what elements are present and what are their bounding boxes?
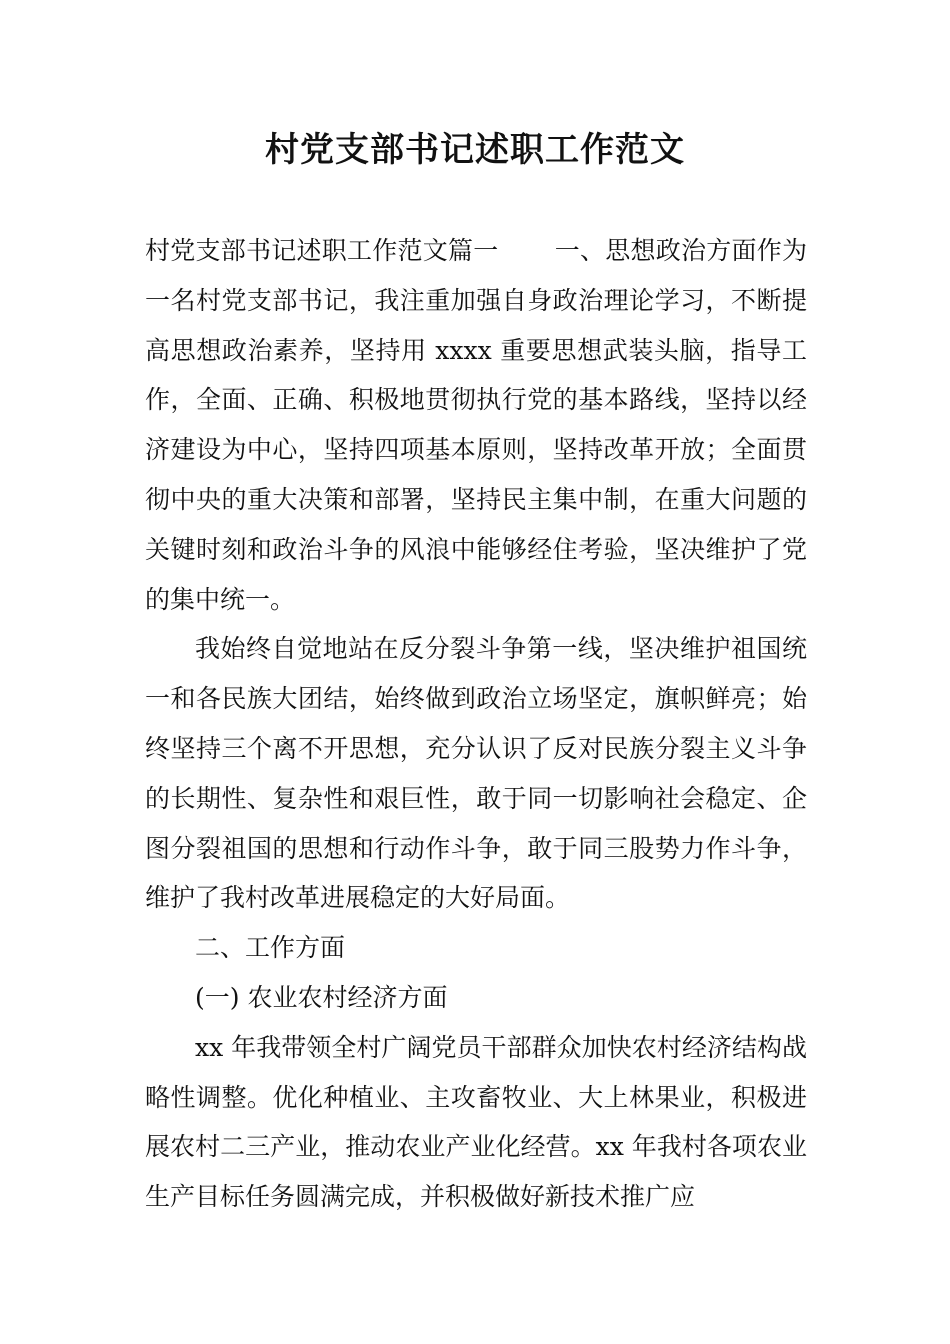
subsection-heading-agriculture: (一) 农业农村经济方面	[195, 982, 448, 1012]
paragraph-3: xx 年我带领全村广阔党员干部群众加快农村经济结构战略性调整。优化种植业、主攻畜牧业、大上林果业，积极进展农村二三产业，推动农业产业化经营。xx 年我村各项农业生产目标任务圆满完成，并积极做好新技术推广应	[145, 1032, 807, 1212]
intro-heading: 一、思想政治方面作	[554, 236, 782, 265]
paragraph-1-text: 为一名村党支部书记，我注重加强自身政治理论学习，不断提高思想政治素养，坚持用 xxxx 重要思想武装头脑，指导工作，全面、正确、积极地贯彻执行党的基本路线，坚持以经济建设为中心，坚持四项基本原则，坚持改革开放；全面贯彻中央的重大决策和部署，坚持民主集中制，在重大问题的关键时刻和政治斗争的风浪中能够经住考验，坚决维护了党的集中统一。	[145, 236, 807, 614]
section-heading-work: 二、工作方面	[195, 933, 346, 963]
document-body	[145, 226, 807, 1222]
intro-label: 村党支部书记述职工作范文篇一	[145, 236, 499, 265]
paragraph-intro	[145, 226, 807, 624]
document-title: 村党支部书记述职工作范文	[265, 130, 685, 170]
paragraph-2: 我始终自觉地站在反分裂斗争第一线，坚决维护祖国统一和各民族大团结，始终做到政治立场坚定，旗帜鲜亮；始终坚持三个离不开思想，充分认识了反对民族分裂主义斗争的长期性、复杂性和艰巨性，敢于同一切影响社会稳定、企图分裂祖国的思想和行动作斗争，敢于同三股势力作斗争，维护了我村改革进展稳定的大好局面。	[145, 634, 807, 913]
